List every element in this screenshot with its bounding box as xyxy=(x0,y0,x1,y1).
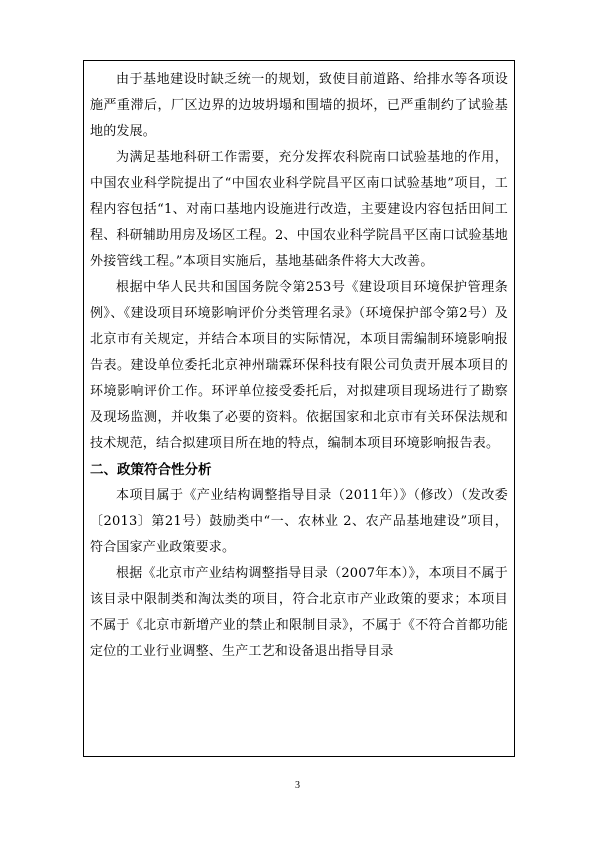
section-heading-policy-compliance: 二、政策符合性分析 xyxy=(90,462,212,478)
document-body xyxy=(90,67,508,756)
content-frame xyxy=(83,60,515,757)
paragraph-intro-continuation: 由于基地建设时缺乏统一的规划，致使目前道路、给排水等各项设施严重滞后，厂区边界的边坡坍塌和围墙的损坏，已严重制约了试验基地的发展。 xyxy=(90,72,508,139)
paragraph-beijing-policy: 根据《北京市产业结构调整指导目录（2007年本）》，本项目不属于该目录中限制类和淘汰类的项目，符合北京市产业政策的要求；本项目不属于《北京市新增产业的禁止和限制目录》，不属于《不符合首都功能定位的工业行业调整、生产工艺和设备退出指导目录 xyxy=(90,566,508,659)
page-number: 3 xyxy=(295,780,300,791)
paragraph-regulatory-basis: 根据中华人民共和国国务院令第253号《建设项目环境保护管理条例》、《建设项目环境影响评价分类管理名录》（环境保护部令第2号）及北京市有关规定，并结合本项目的实际情况，本项目需编制环境影响报告表。建设单位委托北京神州瑞霖环保科技有限公司负责开展本项目的环境影响评价工作。环评单位接受委托后，对拟建项目现场进行了勘察及现场监测，并收集了必要的资料。依据国家和北京市有关环保法规和技术规范，结合拟建项目所在地的特点，编制本项目环境影响报告表。 xyxy=(90,280,508,451)
paragraph-project-purpose: 为满足基地科研工作需要，充分发挥农科院南口试验基地的作用，中国农业科学院提出了“中国农业科学院昌平区南口试验基地”项目，工程内容包括“1、对南口基地内设施进行改造，主要建设内容包括田间工程、科研辅助用房及场区工程。2、中国农业科学院昌平区南口试验基地外接管线工程。”本项目实施后，基地基础条件将大大改善。 xyxy=(90,150,508,269)
paragraph-national-policy: 本项目属于《产业结构调整指导目录（2011年）》（修改）（发改委〔2013〕第21号）鼓励类中“一、农林业 2、农产品基地建设”项目，符合国家产业政策要求。 xyxy=(90,488,508,555)
